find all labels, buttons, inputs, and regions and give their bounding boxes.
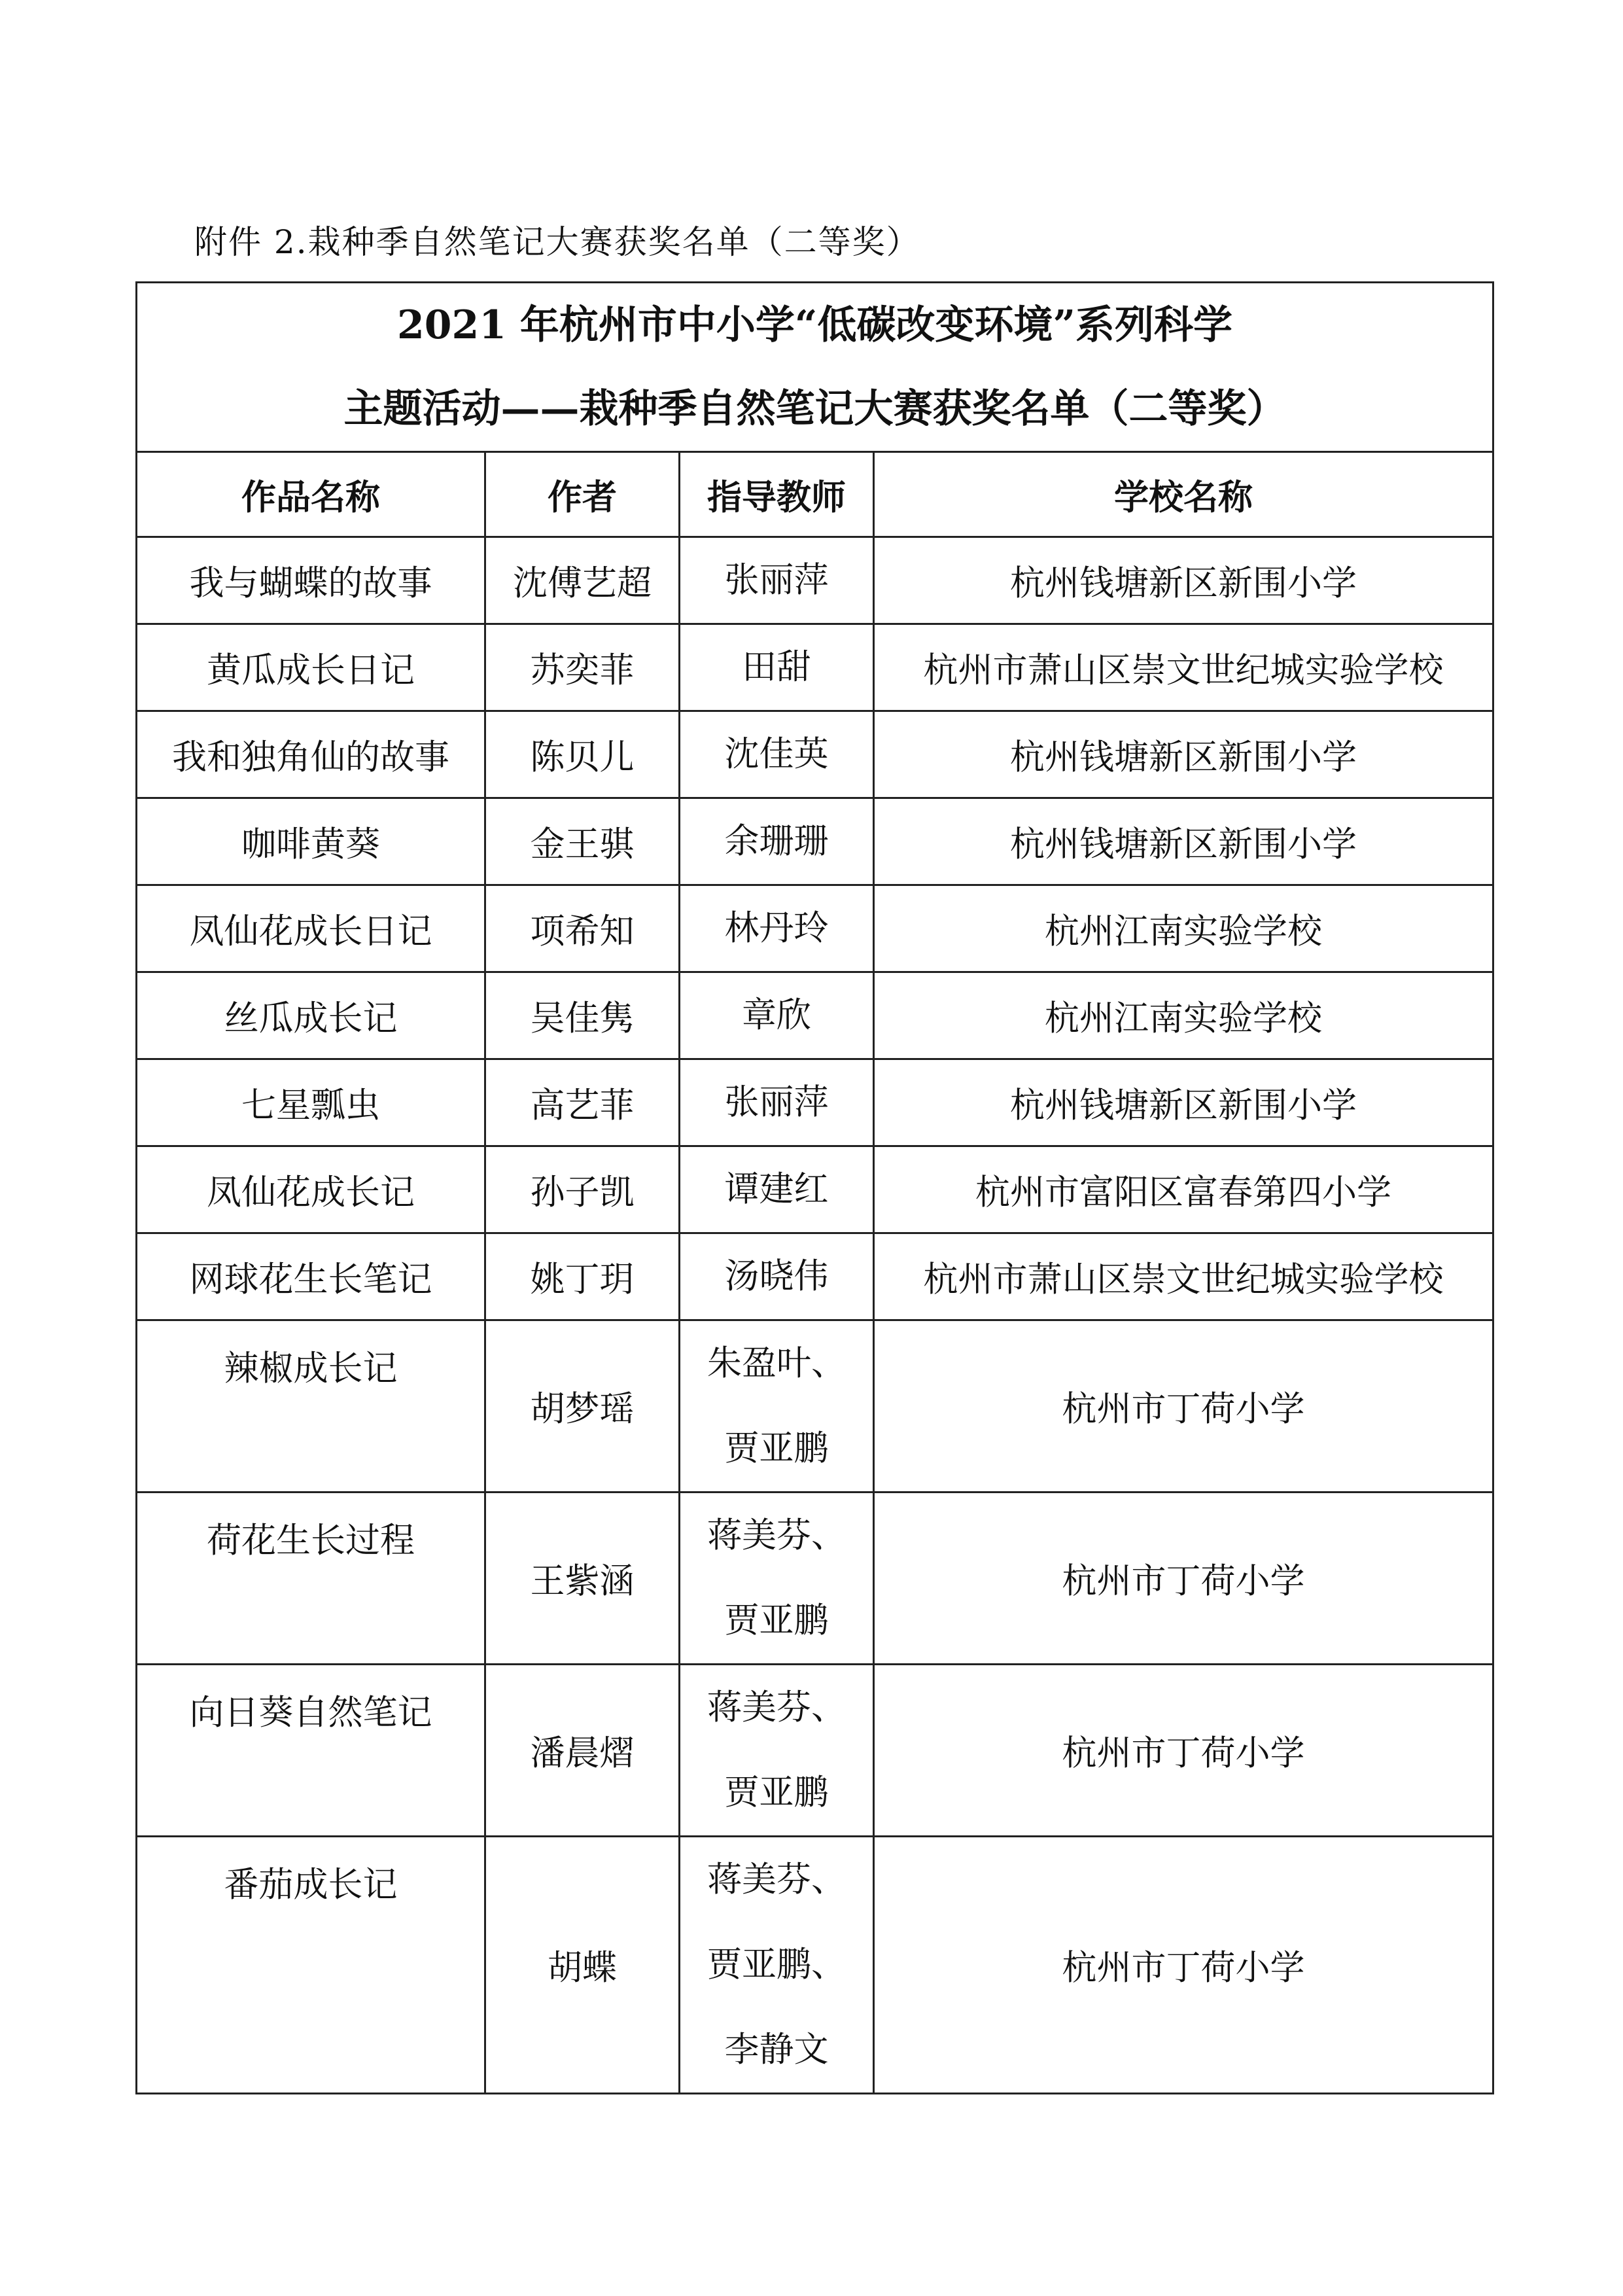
author-cell: 吴佳隽 bbox=[485, 972, 680, 1059]
work-title-cell: 我与蝴蝶的故事 bbox=[137, 537, 485, 624]
table-row bbox=[137, 1492, 1493, 1665]
author-cell: 胡蝶 bbox=[485, 1837, 680, 2094]
header-work: 作品名称 bbox=[137, 452, 485, 537]
attachment-label: 附件 2.栽种季自然笔记大赛获奖名单（二等奖） bbox=[194, 223, 920, 261]
table-row bbox=[137, 1059, 1493, 1146]
work-title-cell: 丝瓜成长记 bbox=[137, 972, 485, 1059]
work-title: 辣椒成长记 bbox=[224, 1349, 398, 1388]
awards-table bbox=[135, 281, 1494, 2094]
teacher-name: 林丹玲 bbox=[724, 908, 829, 948]
title-line-1: 2021 年杭州市中小学“低碳改变环境”系列科学 bbox=[397, 302, 1232, 348]
table-row bbox=[137, 972, 1493, 1059]
teacher-cell bbox=[680, 1837, 874, 2094]
teacher-name: 汤晓伟 bbox=[724, 1256, 829, 1296]
school-cell: 杭州市富阳区富春第四小学 bbox=[874, 1146, 1493, 1233]
table-row bbox=[137, 1146, 1493, 1233]
author-cell: 王紫涵 bbox=[485, 1492, 680, 1665]
teacher-cell bbox=[680, 1492, 874, 1665]
teacher-name: 章欣 bbox=[742, 995, 811, 1035]
author-cell: 胡梦瑶 bbox=[485, 1320, 680, 1492]
teacher-name: 贾亚鹏 bbox=[724, 1600, 829, 1640]
teacher-cell bbox=[680, 711, 874, 798]
teacher-name: 蒋美芬、 bbox=[707, 1687, 846, 1727]
work-title-cell: 咖啡黄葵 bbox=[137, 798, 485, 885]
author-cell: 苏奕菲 bbox=[485, 624, 680, 711]
work-title-cell bbox=[137, 1320, 485, 1492]
work-title: 番茄成长记 bbox=[224, 1865, 398, 1905]
teacher-name: 蒋美芬、 bbox=[707, 1515, 846, 1555]
teacher-name: 余珊珊 bbox=[724, 821, 829, 861]
work-title-cell: 七星瓢虫 bbox=[137, 1059, 485, 1146]
teacher-name: 田甜 bbox=[742, 647, 811, 687]
teacher-name: 李静文 bbox=[724, 2030, 829, 2070]
teacher-name: 张丽萍 bbox=[724, 560, 829, 600]
work-title-cell: 我和独角仙的故事 bbox=[137, 711, 485, 798]
work-title-cell bbox=[137, 1492, 485, 1665]
teacher-cell bbox=[680, 1146, 874, 1233]
school-cell: 杭州市丁荷小学 bbox=[874, 1665, 1493, 1837]
school-cell: 杭州市萧山区崇文世纪城实验学校 bbox=[874, 1233, 1493, 1320]
author-cell: 沈傅艺超 bbox=[485, 537, 680, 624]
teacher-cell bbox=[680, 1665, 874, 1837]
teacher-name: 贾亚鹏、 bbox=[707, 1945, 846, 1985]
teacher-cell bbox=[680, 1059, 874, 1146]
work-title-cell: 网球花生长笔记 bbox=[137, 1233, 485, 1320]
school-cell: 杭州钱塘新区新围小学 bbox=[874, 1059, 1493, 1146]
school-cell: 杭州钱塘新区新围小学 bbox=[874, 711, 1493, 798]
school-cell: 杭州市丁荷小学 bbox=[874, 1320, 1493, 1492]
teacher-name: 贾亚鹏 bbox=[724, 1773, 829, 1812]
school-cell: 杭州钱塘新区新围小学 bbox=[874, 798, 1493, 885]
table-row bbox=[137, 537, 1493, 624]
teacher-name: 贾亚鹏 bbox=[724, 1428, 829, 1468]
teacher-cell bbox=[680, 1320, 874, 1492]
table-row bbox=[137, 1837, 1493, 2094]
author-cell: 陈贝儿 bbox=[485, 711, 680, 798]
work-title-cell: 黄瓜成长日记 bbox=[137, 624, 485, 711]
teacher-cell bbox=[680, 537, 874, 624]
table-row bbox=[137, 711, 1493, 798]
teacher-cell bbox=[680, 885, 874, 972]
school-cell: 杭州江南实验学校 bbox=[874, 972, 1493, 1059]
teacher-name: 沈佳英 bbox=[724, 734, 829, 774]
school-cell: 杭州江南实验学校 bbox=[874, 885, 1493, 972]
author-cell: 高艺菲 bbox=[485, 1059, 680, 1146]
table-row bbox=[137, 798, 1493, 885]
table-row bbox=[137, 1665, 1493, 1837]
header-teacher: 指导教师 bbox=[680, 452, 874, 537]
school-cell: 杭州钱塘新区新围小学 bbox=[874, 537, 1493, 624]
teacher-cell bbox=[680, 624, 874, 711]
author-cell: 姚丁玥 bbox=[485, 1233, 680, 1320]
teacher-name: 张丽萍 bbox=[724, 1082, 829, 1122]
work-title-cell bbox=[137, 1665, 485, 1837]
work-title-cell: 凤仙花成长记 bbox=[137, 1146, 485, 1233]
author-cell: 金王骐 bbox=[485, 798, 680, 885]
school-cell: 杭州市萧山区崇文世纪城实验学校 bbox=[874, 624, 1493, 711]
teacher-name: 谭建红 bbox=[724, 1169, 829, 1209]
author-cell: 项希知 bbox=[485, 885, 680, 972]
teacher-name: 蒋美芬、 bbox=[707, 1860, 846, 1899]
work-title-cell: 凤仙花成长日记 bbox=[137, 885, 485, 972]
author-cell: 潘晨熠 bbox=[485, 1665, 680, 1837]
header-row bbox=[137, 452, 1493, 537]
teacher-name: 朱盈叶、 bbox=[707, 1343, 846, 1383]
teacher-cell bbox=[680, 972, 874, 1059]
title-row bbox=[137, 283, 1493, 452]
table-row bbox=[137, 1320, 1493, 1492]
author-cell: 孙子凯 bbox=[485, 1146, 680, 1233]
teacher-cell bbox=[680, 1233, 874, 1320]
work-title-cell bbox=[137, 1837, 485, 2094]
work-title: 荷花生长过程 bbox=[207, 1521, 415, 1561]
table-row bbox=[137, 885, 1493, 972]
table-title bbox=[137, 283, 1493, 452]
table-row bbox=[137, 1233, 1493, 1320]
title-line-2: 主题活动——栽种季自然笔记大赛获奖名单（二等奖） bbox=[343, 386, 1286, 432]
header-author: 作者 bbox=[485, 452, 680, 537]
school-cell: 杭州市丁荷小学 bbox=[874, 1492, 1493, 1665]
teacher-cell bbox=[680, 798, 874, 885]
table-row bbox=[137, 624, 1493, 711]
work-title: 向日葵自然笔记 bbox=[189, 1693, 432, 1733]
header-school: 学校名称 bbox=[874, 452, 1493, 537]
school-cell: 杭州市丁荷小学 bbox=[874, 1837, 1493, 2094]
